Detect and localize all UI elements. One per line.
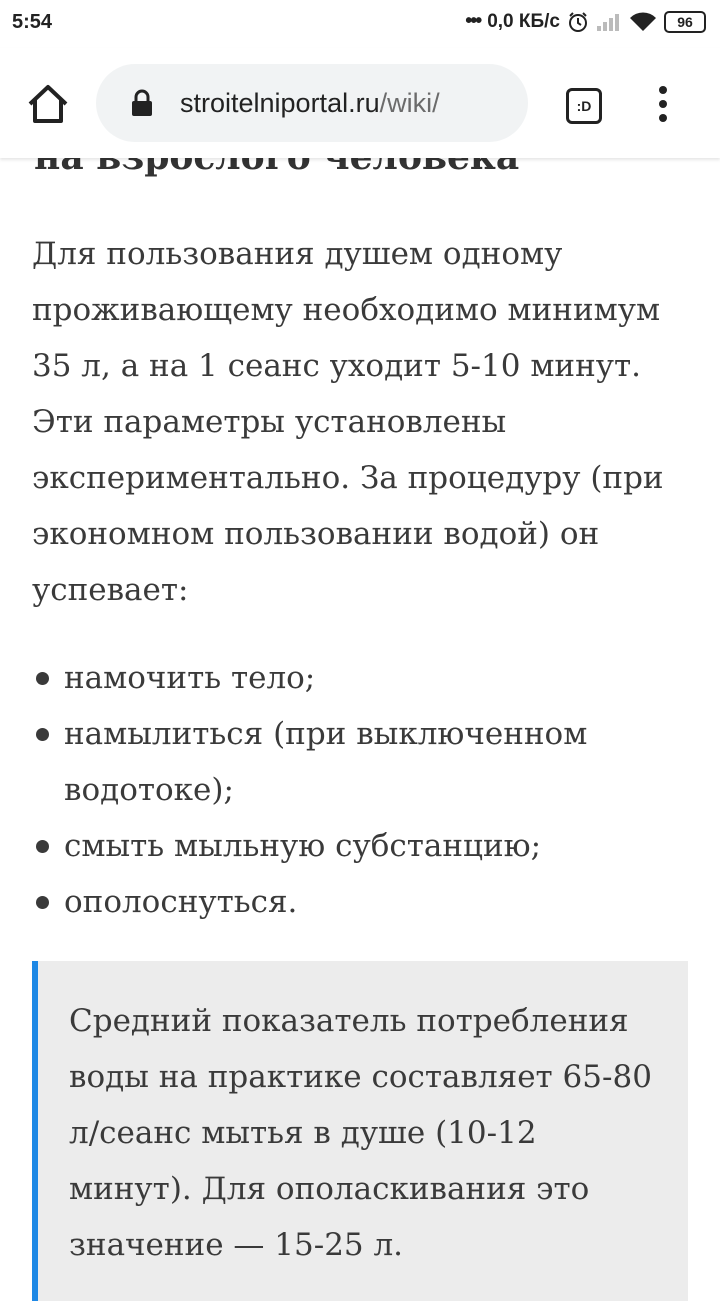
bullet-list: [0, 650, 680, 930]
list-item: [0, 706, 680, 818]
alarm-icon: [567, 11, 589, 33]
more-options-icon[interactable]: [648, 82, 678, 126]
status-bar: [0, 0, 720, 48]
url-text[interactable]: [180, 88, 440, 119]
tabs-button[interactable]: :D: [566, 88, 602, 124]
status-icons: [465, 10, 706, 33]
battery-icon: 96: [664, 11, 706, 33]
notification-dots: •••: [465, 10, 481, 32]
url-domain: stroitelniportal.ru: [180, 88, 380, 118]
list-item: [0, 874, 680, 930]
bullet-icon: [36, 840, 49, 853]
status-time: 5:54: [12, 11, 53, 33]
network-speed: 0,0 КБ/с: [487, 10, 560, 32]
list-item: [0, 650, 680, 706]
info-blockquote: [32, 961, 688, 1301]
bullet-icon: [36, 672, 49, 685]
browser-toolbar: [0, 48, 720, 158]
list-item-text: намочить тело;: [64, 660, 316, 696]
bullet-icon: [36, 728, 49, 741]
list-item-text: ополоснуться.: [64, 884, 298, 920]
signal-icon: [596, 12, 622, 32]
list-item-text: смыть мыльную субстанцию;: [64, 828, 542, 864]
url-path: /wiki/: [379, 88, 440, 118]
home-icon[interactable]: [26, 82, 70, 126]
wifi-icon: [629, 11, 657, 33]
bullet-icon: [36, 896, 49, 909]
list-item-text: намылиться (при выключенном водотоке);: [64, 716, 588, 808]
article-paragraph: Для пользования душем одному проживающему необходимо минимум 35 л, а на 1 сеанс уходит 5-10 минут. Эти параметры установлены экспериментально. За процедуру (при экономном пользовании водой) он успевает:: [32, 236, 664, 608]
address-bar[interactable]: [96, 64, 528, 142]
lock-icon: [130, 89, 154, 117]
blockquote-text: Средний показатель потребления воды на практике составляет 65-80 л/сеанс мытья в душе (10-12 минут). Для ополаскивания это значение — 15-25 л.: [69, 1003, 652, 1263]
list-item: [0, 818, 680, 874]
